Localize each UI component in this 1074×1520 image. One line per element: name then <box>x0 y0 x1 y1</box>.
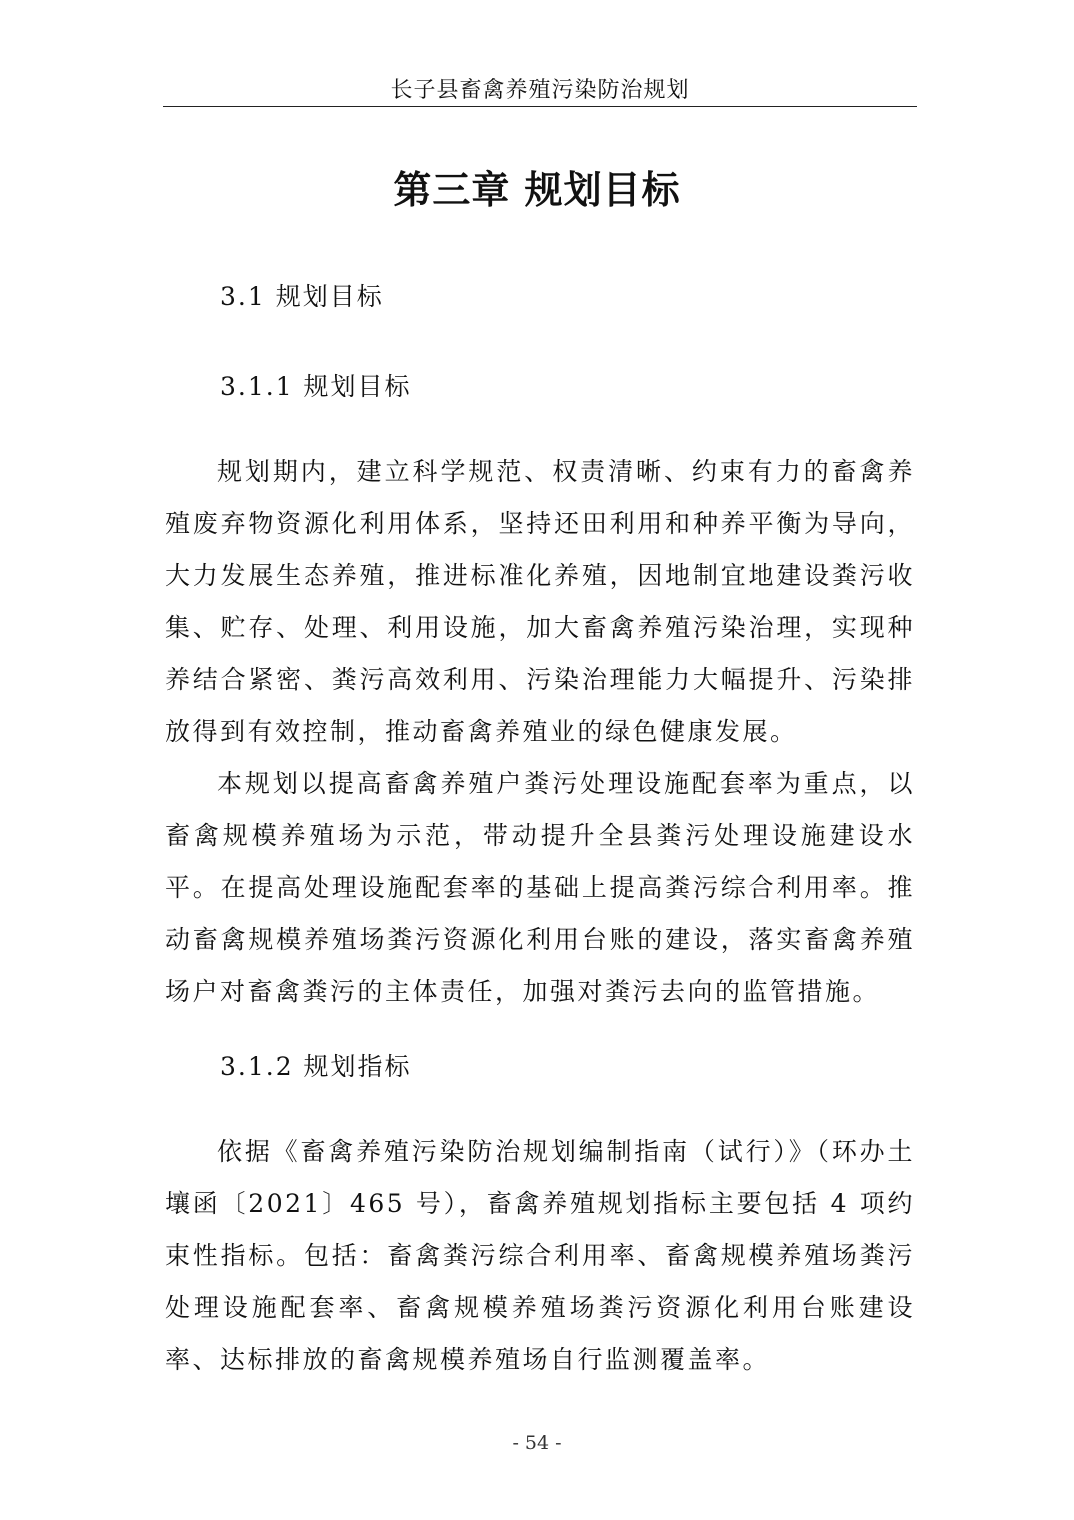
chapter-title: 第三章 规划目标 <box>393 168 681 212</box>
section-heading-3-1: 3.1 规划目标 <box>220 282 384 311</box>
body-paragraph-focus: 本规划以提高畜禽养殖户粪污处理设施配套率为重点，以畜禽规模养殖场为示范，带动提升全县粪污处理设施建设水平。在提高处理设施配套率的基础上提高粪污综合利用率。推动畜禽规模养殖场粪污资源化利用台账的建设，落实畜禽养殖场户对畜禽粪污的主体责任，加强对粪污去向的监管措施。 <box>165 769 915 1006</box>
body-paragraph-goals: 规划期内，建立科学规范、权责清晰、约束有力的畜禽养殖废弃物资源化利用体系，坚持还田利用和种养平衡为导向，大力发展生态养殖，推进标准化养殖，因地制宜地建设粪污收集、贮存、处理、利用设施，加大畜禽养殖污染治理，实现种养结合紧密、粪污高效利用、污染治理能力大幅提升、污染排放得到有效控制，推动畜禽养殖业的绿色健康发展。 <box>165 457 915 746</box>
section-heading-3-1-2: 3.1.2 规划指标 <box>220 1052 412 1081</box>
page-number: - 54 - <box>512 1432 562 1454</box>
section-heading-3-1-1: 3.1.1 规划目标 <box>220 372 412 401</box>
body-paragraph-indicators: 依据《畜禽养殖污染防治规划编制指南（试行）》（环办土壤函〔2021〕465 号），畜禽养殖规划指标主要包括 4 项约束性指标。包括：畜禽粪污综合利用率、畜禽规模养殖场粪污处理设施配套率、畜禽规模养殖场粪污资源化利用台账建设率、达标排放的畜禽规模养殖场自行监测覆盖率。 <box>165 1137 915 1374</box>
header-divider <box>163 106 917 107</box>
running-header: 长子县畜禽养殖污染防治规划 <box>390 78 690 103</box>
